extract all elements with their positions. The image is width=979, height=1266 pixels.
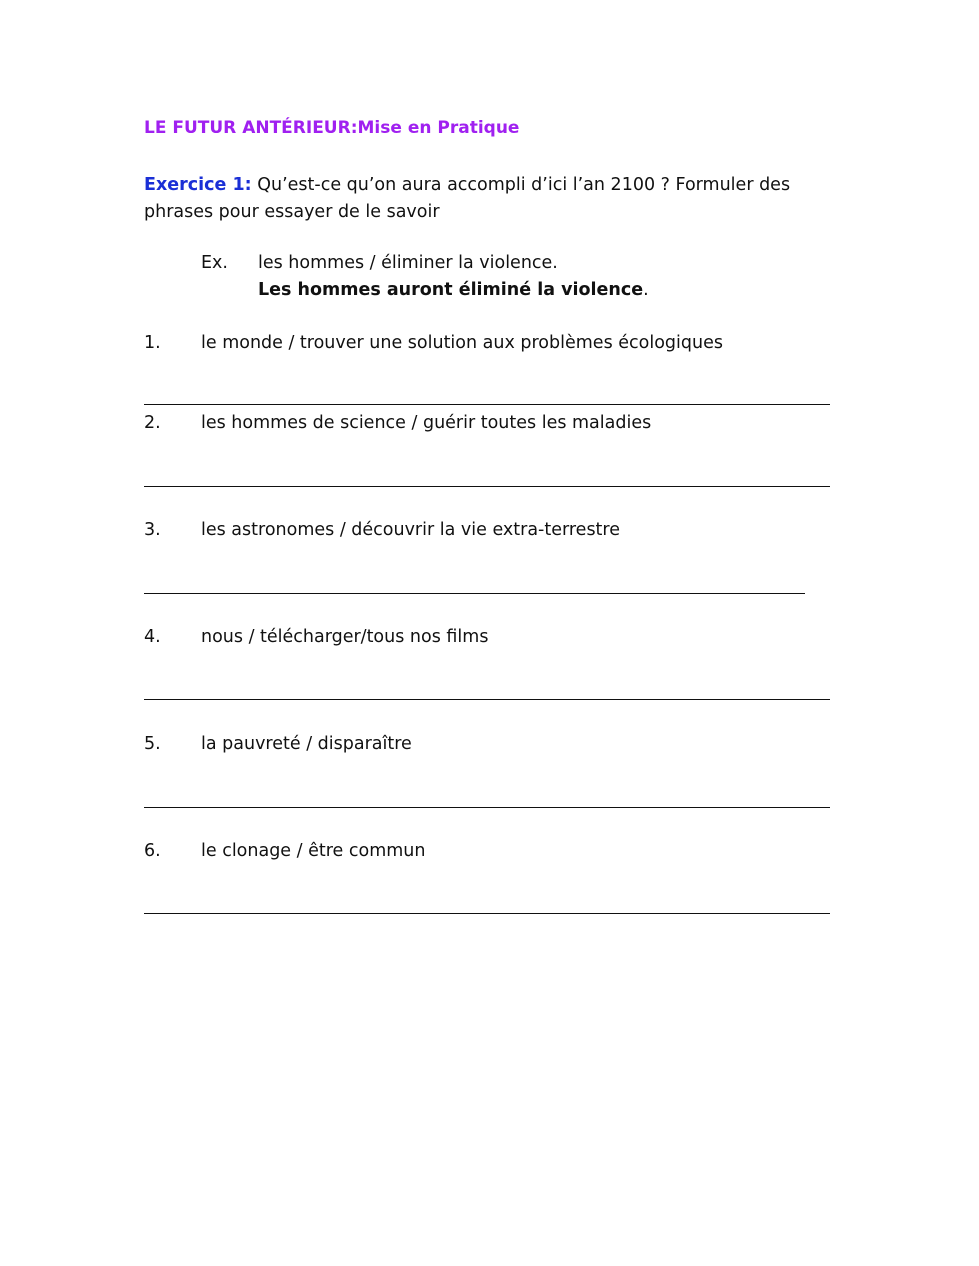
answer-line [144, 593, 805, 594]
item-number: 4. [144, 627, 161, 647]
title-main: LE FUTUR ANTÉRIEUR: [144, 118, 358, 138]
item-text: le clonage / être commun [201, 841, 426, 861]
answer-line [144, 913, 830, 914]
item-number: 2. [144, 413, 161, 433]
item-text: le monde / trouver une solution aux problèmes écologiques [201, 333, 723, 353]
item-number: 6. [144, 841, 161, 861]
answer-line [144, 404, 830, 405]
answer-line [144, 699, 830, 700]
title-subtitle: Mise en Pratique [357, 118, 520, 138]
answer-line [144, 486, 830, 487]
example-answer-period: . [643, 280, 649, 300]
item-text: nous / télécharger/tous nos films [201, 627, 489, 647]
example-answer-bold: Les hommes auront éliminé la violence [258, 280, 644, 300]
example-answer [258, 280, 649, 300]
item-text: les hommes de science / guérir toutes les maladies [201, 413, 652, 433]
example-marker: Ex. [201, 253, 228, 273]
answer-line [144, 807, 830, 808]
item-number: 3. [144, 520, 161, 540]
item-text: la pauvreté / disparaître [201, 734, 412, 754]
item-text: les astronomes / découvrir la vie extra-terrestre [201, 520, 621, 540]
item-number: 1. [144, 333, 161, 353]
exercise-instruction [144, 172, 834, 226]
item-number: 5. [144, 734, 161, 754]
worksheet-title [144, 118, 519, 138]
example-prompt: les hommes / éliminer la violence. [258, 253, 558, 273]
exercise-instruction-text: Qu’est-ce qu’on aura accompli d’ici l’an 2100 ? Formuler des phrases pour essayer de le savoir [144, 175, 791, 222]
exercise-label: Exercice 1: [144, 175, 252, 195]
